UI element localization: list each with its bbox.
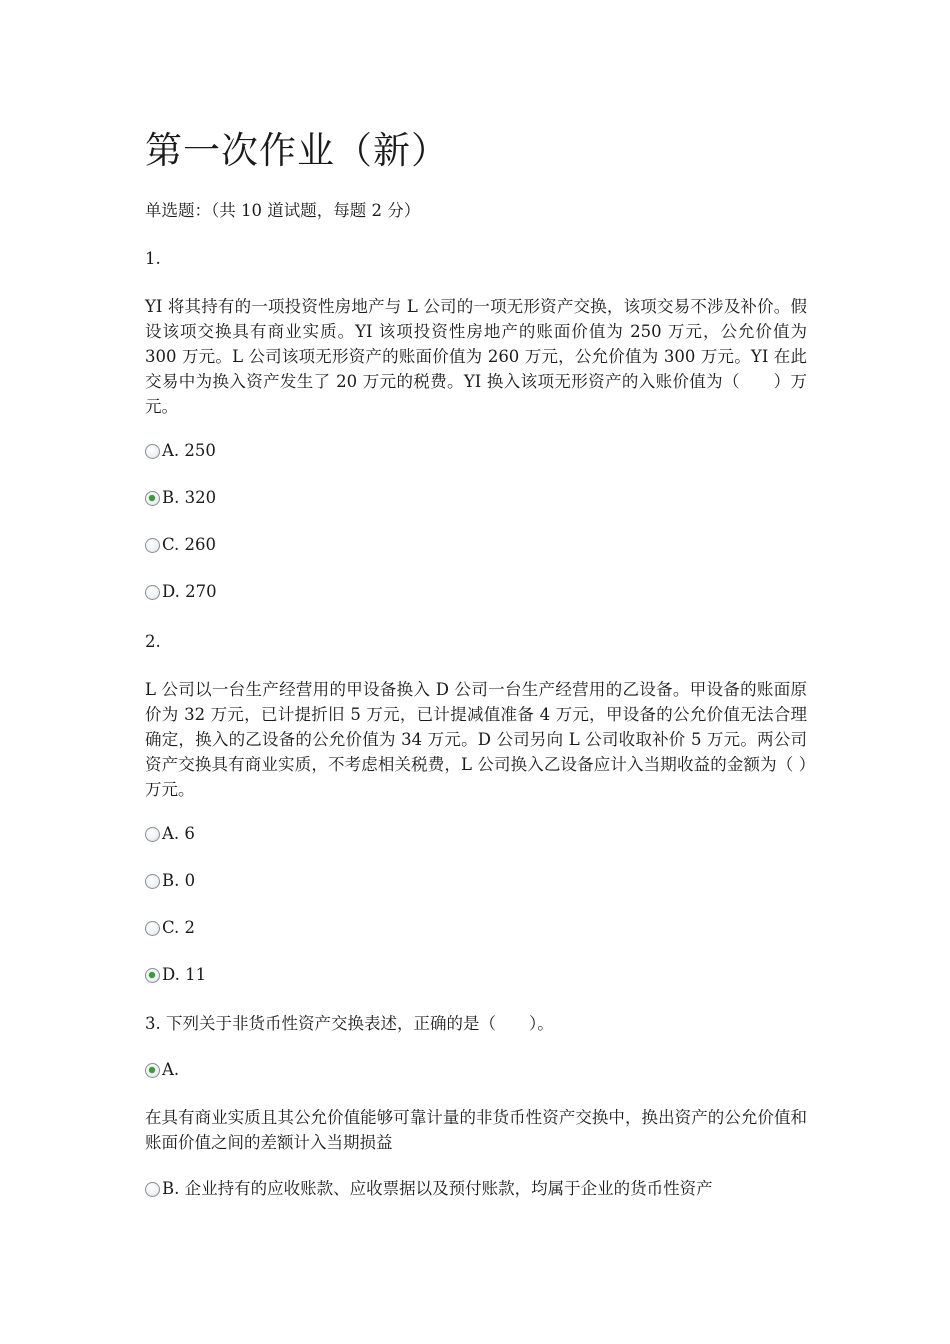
option-label: C. 2 xyxy=(162,918,196,937)
section-header: 单选题：（共 10 道试题，每题 2 分） xyxy=(145,201,421,220)
question-1-option-b[interactable] xyxy=(145,486,216,510)
radio-unchecked-icon[interactable] xyxy=(145,874,160,889)
option-label: A. 6 xyxy=(162,824,195,843)
radio-unchecked-icon[interactable] xyxy=(145,827,160,842)
radio-checked-icon[interactable] xyxy=(145,1063,160,1078)
option-label: D. 270 xyxy=(162,582,217,601)
radio-checked-icon[interactable] xyxy=(145,491,160,506)
question-3-option-a[interactable] xyxy=(145,1058,179,1082)
question-1-option-c[interactable] xyxy=(145,533,216,557)
question-2-number: 2. xyxy=(145,632,161,651)
question-3-option-b[interactable] xyxy=(145,1177,713,1201)
question-1-option-d[interactable] xyxy=(145,580,217,604)
radio-unchecked-icon[interactable] xyxy=(145,444,160,459)
question-3-text: 3. 下列关于非货币性资产交换表述，正确的是（ ）。 xyxy=(145,1014,554,1033)
radio-unchecked-icon[interactable] xyxy=(145,1182,160,1197)
question-3-option-a-text: 在具有商业实质且其公允价值能够可靠计量的非货币性资产交换中，换出资产的公允价值和账面价值之间的差额计入当期损益 xyxy=(145,1108,807,1152)
question-2-option-b[interactable] xyxy=(145,869,195,893)
option-label: C. 260 xyxy=(162,535,217,554)
radio-unchecked-icon[interactable] xyxy=(145,585,160,600)
option-label: B. 企业持有的应收账款、应收票据以及预付账款，均属于企业的货币性资产 xyxy=(162,1179,713,1198)
option-label: A. 250 xyxy=(162,441,216,460)
radio-unchecked-icon[interactable] xyxy=(145,538,160,553)
option-label: D. 11 xyxy=(162,965,207,984)
question-2-option-a[interactable] xyxy=(145,822,195,846)
question-1-number: 1. xyxy=(145,249,161,268)
question-1-text: YI 将其持有的一项投资性房地产与 L 公司的一项无形资产交换，该项交易不涉及补价。假设该项交换具有商业实质。YI 该项投资性房地产的账面价值为 250 万元，公允价值为 300 万元。L 公司该项无形资产的账面价值为 260 万元，公允价值为 300 万元。YI 在此交易中为换入资产发生了 20 万元的税费。YI 换入该项无形资产的入账价值为（ ）万元。 xyxy=(145,297,807,416)
question-1-option-a[interactable] xyxy=(145,439,216,463)
option-label: B. 320 xyxy=(162,488,217,507)
option-label: A. xyxy=(162,1060,180,1079)
radio-unchecked-icon[interactable] xyxy=(145,921,160,936)
question-2-text: L 公司以一台生产经营用的甲设备换入 D 公司一台生产经营用的乙设备。甲设备的账面原价为 32 万元，已计提折旧 5 万元，已计提减值准备 4 万元，甲设备的公允价值无法合理确定，换入的乙设备的公允价值为 34 万元。D 公司另向 L 公司收取补价 5 万元。两公司资产交换具有商业实质，不考虑相关税费，L 公司换入乙设备应计入当期收益的金额为（ ）万元。 xyxy=(145,680,807,799)
page-title: 第一次作业（新） xyxy=(145,129,449,172)
question-2-option-d[interactable] xyxy=(145,963,206,987)
option-label: B. 0 xyxy=(162,871,196,890)
question-2-option-c[interactable] xyxy=(145,916,195,940)
radio-checked-icon[interactable] xyxy=(145,968,160,983)
